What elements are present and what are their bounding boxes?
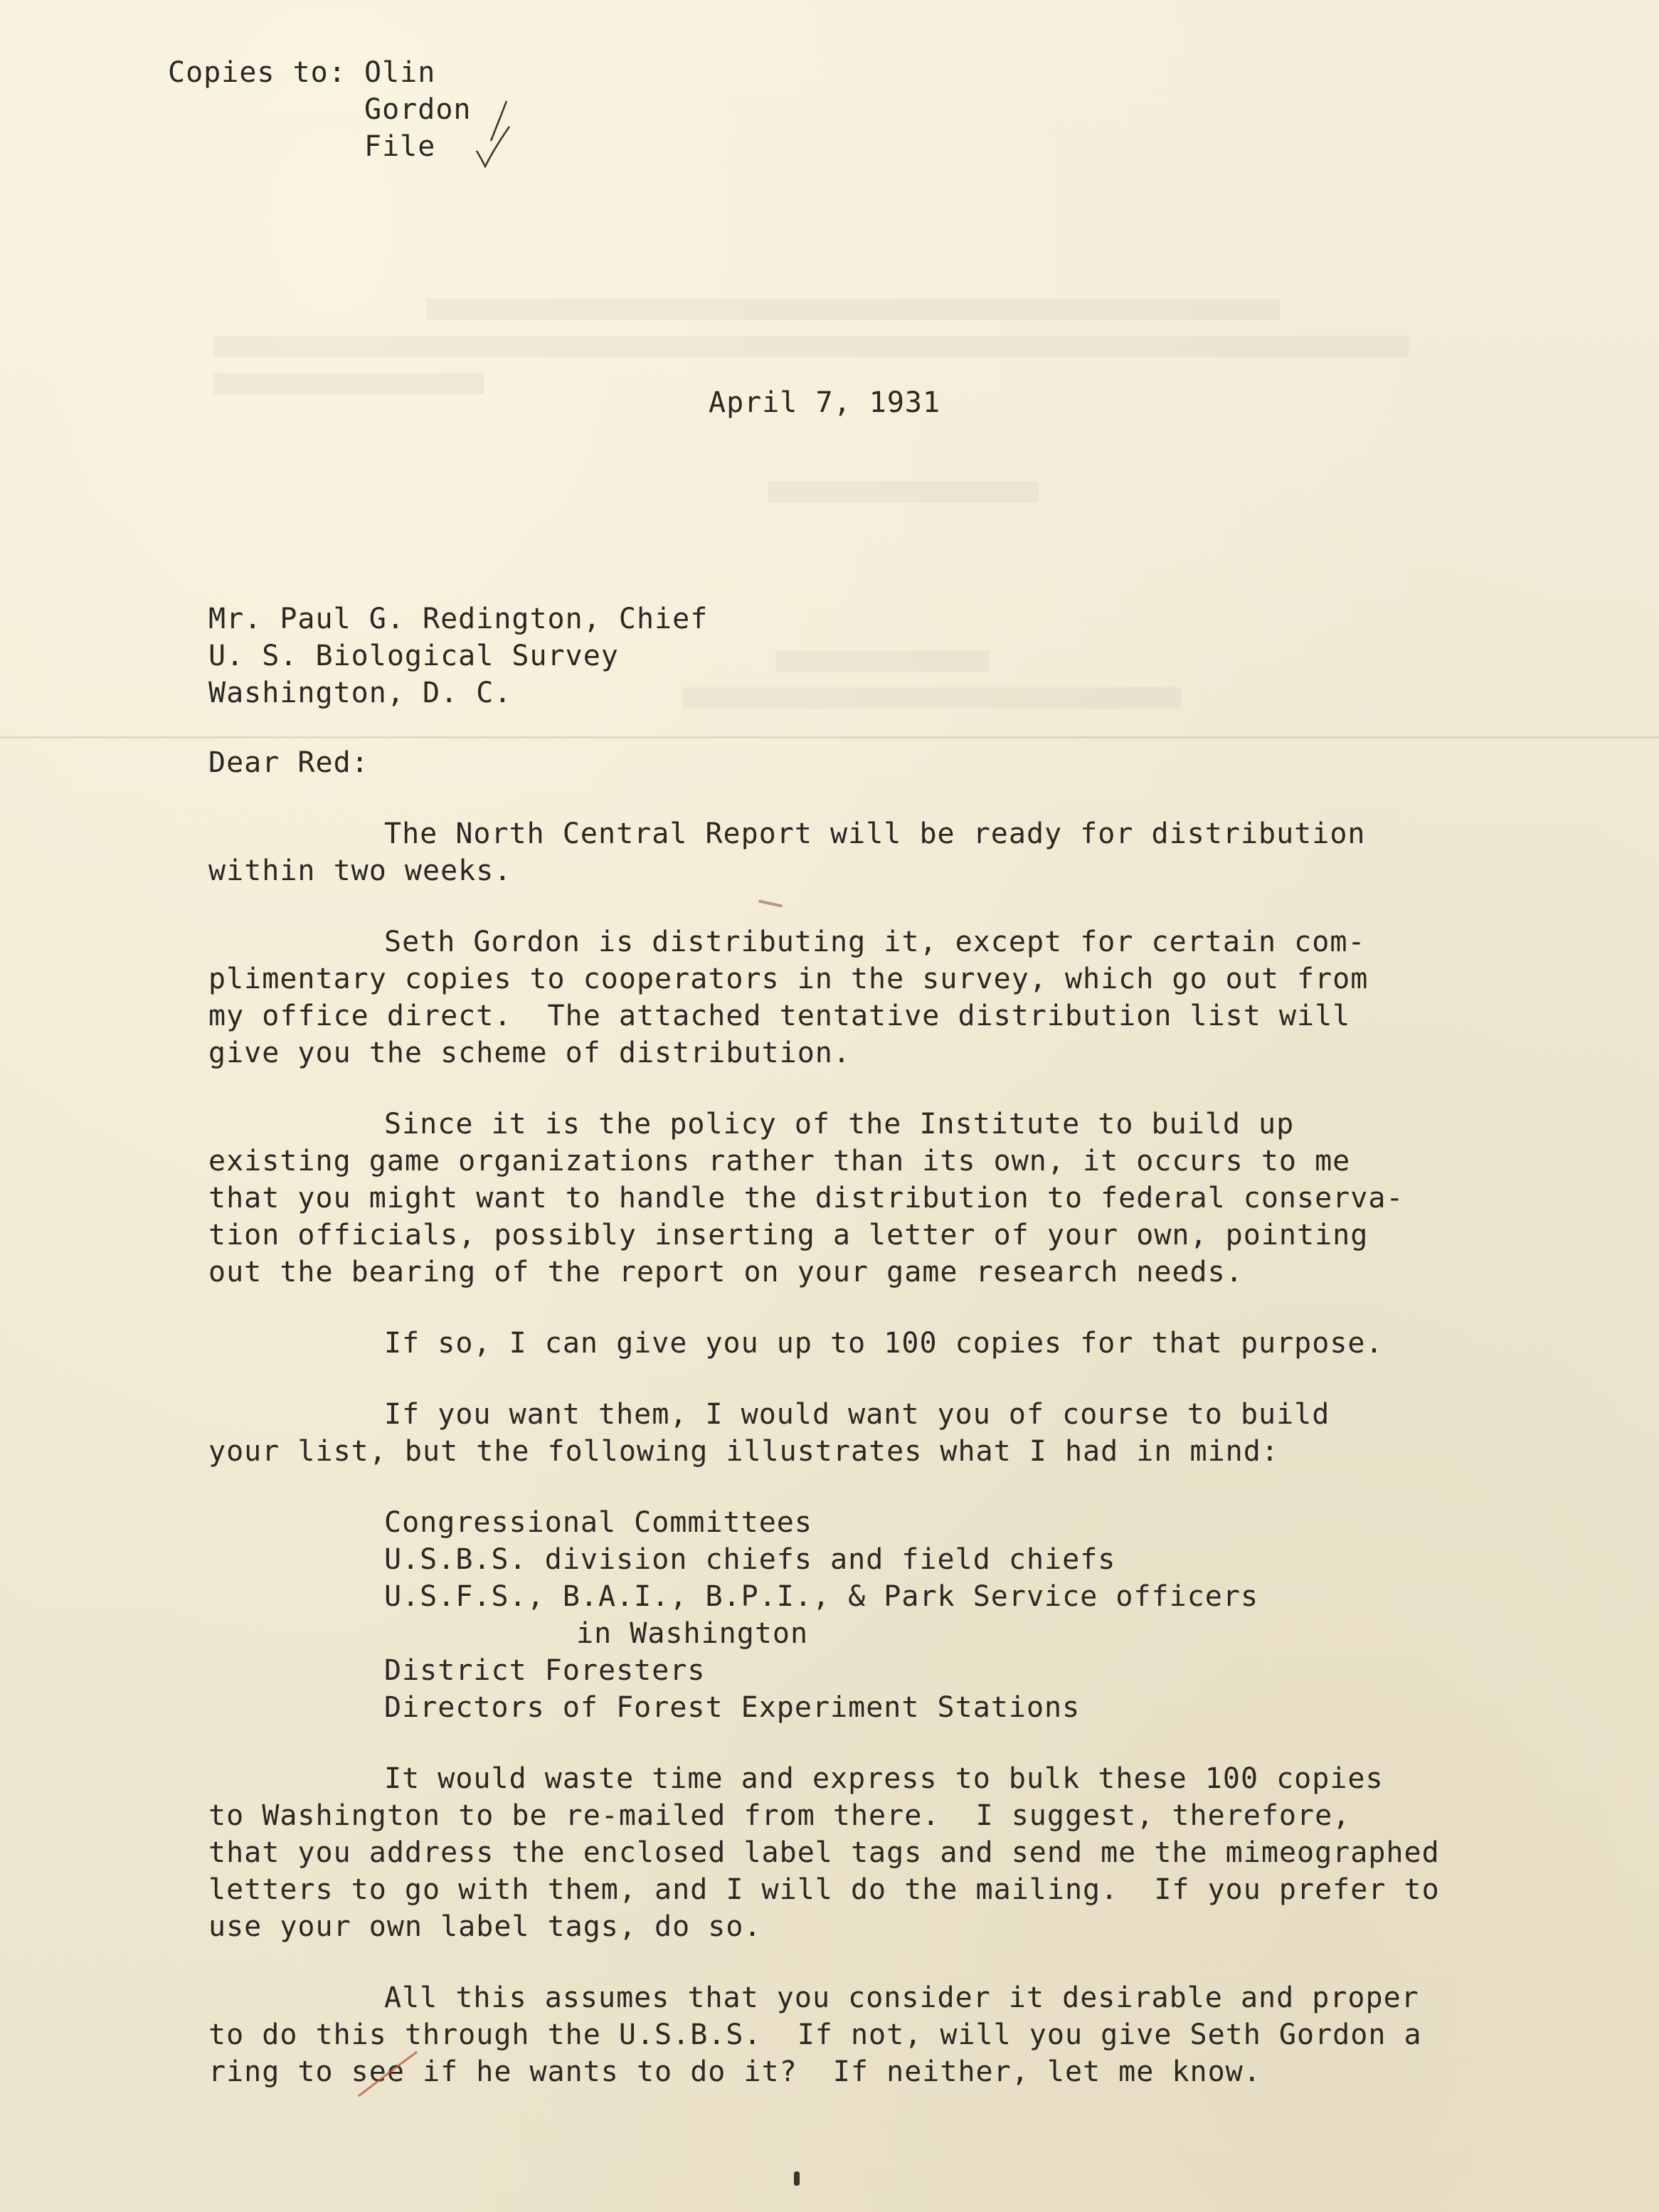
body-line: your list, but the following illustrates what I had in mind: xyxy=(208,1435,1279,1468)
body-line: out the bearing of the report on your game research needs. xyxy=(208,1256,1244,1288)
body-line: Since it is the policy of the Institute to build up xyxy=(384,1108,1295,1141)
bleed-through-mark xyxy=(427,299,1281,320)
body-line: to Washington to be re-mailed from there. I suggest, therefore, xyxy=(208,1799,1351,1832)
body-line: existing game organizations rather than its own, it occurs to me xyxy=(208,1145,1351,1178)
body-line: The North Central Report will be ready for distribution xyxy=(384,817,1366,850)
bleed-through-mark xyxy=(775,650,989,672)
body-line: that you might want to handle the distribution to federal conserva- xyxy=(208,1182,1404,1215)
list-item: in Washington xyxy=(576,1617,809,1650)
bleed-through-mark xyxy=(768,481,1039,502)
paper-fold xyxy=(0,736,1659,739)
body-line: If you want them, I would want you of course to build xyxy=(384,1398,1330,1431)
bleed-through-mark xyxy=(213,336,1409,357)
page-tick-mark xyxy=(794,2171,800,2186)
body-line: use your own label tags, do so. xyxy=(208,1910,762,1943)
list-item: U.S.F.S., B.A.I., B.P.I., & Park Service officers xyxy=(384,1580,1259,1613)
body-line: All this assumes that you consider it desirable and proper xyxy=(384,1981,1419,2014)
address-line: U. S. Biological Survey xyxy=(208,640,619,672)
body-line: to do this through the U.S.B.S. If not, will you give Seth Gordon a xyxy=(208,2018,1422,2051)
list-item: U.S.B.S. division chiefs and field chiefs xyxy=(384,1543,1116,1576)
list-item: Directors of Forest Experiment Stations xyxy=(384,1691,1081,1724)
body-line: that you address the enclosed label tags and send me the mimeographed xyxy=(208,1836,1440,1869)
body-line: give you the scheme of distribution. xyxy=(208,1037,851,1069)
body-line: Seth Gordon is distributing it, except for certain com- xyxy=(384,926,1366,958)
bleed-through-mark xyxy=(213,373,484,394)
red-pen-stroke xyxy=(356,2049,420,2099)
address-line: Washington, D. C. xyxy=(208,677,512,709)
body-line: my office direct. The attached tentative distribution list will xyxy=(208,1000,1351,1032)
copies-recipient: File xyxy=(364,130,436,163)
body-line: within two weeks. xyxy=(208,854,512,887)
stray-pen-mark xyxy=(758,900,783,908)
list-item: District Foresters xyxy=(384,1654,706,1687)
address-line: Mr. Paul G. Redington, Chief xyxy=(208,603,709,635)
bleed-through-mark xyxy=(683,687,1181,709)
body-line: plimentary copies to cooperators in the survey, which go out from xyxy=(208,963,1369,995)
body-line: If so, I can give you up to 100 copies for that purpose. xyxy=(384,1327,1384,1360)
body-line: letters to go with them, and I will do the mailing. If you prefer to xyxy=(208,1873,1440,1906)
letter-date: April 7, 1931 xyxy=(709,386,941,419)
handwritten-check-icon xyxy=(475,98,511,169)
salutation: Dear Red: xyxy=(208,746,369,779)
body-line: It would waste time and express to bulk these 100 copies xyxy=(384,1762,1384,1795)
copies-to-label: Copies to: xyxy=(168,56,346,89)
copies-recipient: Gordon xyxy=(364,93,472,126)
body-line: ring to see if he wants to do it? If neither, let me know. xyxy=(208,2055,1261,2088)
list-item: Congressional Committees xyxy=(384,1506,812,1539)
copies-recipient: Olin xyxy=(364,56,436,89)
body-line: tion officials, possibly inserting a letter of your own, pointing xyxy=(208,1219,1369,1251)
